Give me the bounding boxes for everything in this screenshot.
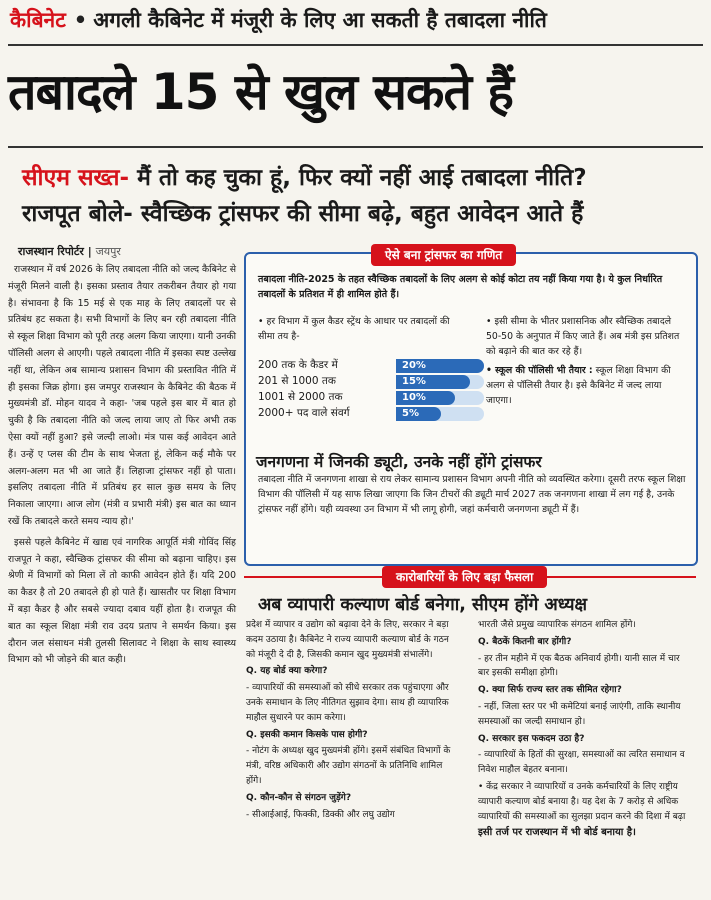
article-paragraph: इससे पहले कैबिनेट में खाद्य एवं नागरिक आपूर्ति मंत्री गोविंद सिंह राजपूत ने कहा, स्वैच्छिक ट्रांसफर की सीमा को बढ़ाना चाहिए। इस श्रेणी में विभागों को मिला लें तो काफी आवेदन होते हैं। यदि 200 का कैडर है तो 20 तबादले ही हो पाते हैं। खासतौर पर शिक्षा विभाग में बड़ा कैडर है और सबसे ज्यादा दबाव यहीं होता है। राजपूत की बात का स्कूल शिक्षा मंत्री राव उदय प्रताप ने समर्थन किया। इस दौरान जल संसाधन मंत्री तुलसी सिलावट ने शिक्षा के साथ स्वास्थ्य विभाग को भी जोड़ने की बात कही। <box>8 536 236 666</box>
limit-row-label: 201 से 1000 तक <box>258 375 336 387</box>
census-heading: जनगणना में जिनकी ड्यूटी, उनके नहीं होंगे ट्रांसफर <box>256 453 542 471</box>
vyapari-question: Q. कौन-कौन से संगठन जुड़ेंगे? <box>246 792 352 803</box>
kicker <box>10 6 547 34</box>
school-policy-title: • स्कूल की पॉलिसी भी तैयार : <box>486 365 593 376</box>
byline-city: जयपुर <box>95 245 121 258</box>
vyapari-paragraph: • केंद्र सरकार ने व्यापारियों व उनके कर्मचारियों के लिए राष्ट्रीय व्यापारी कल्याण बोर्ड बनाया है। यह देश के 7 करोड़ से अधिक व्यापारियों की समस्याओं का सुलझा प्रदान करने की दिशा में बढ़ा <box>478 781 686 822</box>
vyapari-question: Q. बैठकें कितनी बार होंगी? <box>478 636 572 647</box>
byline-name: राजस्थान रिपोर्टर | <box>18 245 92 258</box>
vyapari-question: Q. क्या सिर्फ राज्य स्तर तक सीमित रहेगा? <box>478 685 622 696</box>
limit-row-bar: 10% <box>396 391 455 405</box>
headline: तबादले 15 से खुल सकते हैं <box>8 63 513 121</box>
limit-row-label: 2000+ पद वाले संवर्ग <box>258 407 350 419</box>
transfer-limit-point: • हर विभाग में कुल कैडर स्ट्रेंथ के आधार पर तबादलों की सीमा तय है- <box>258 316 450 342</box>
school-policy-text: स्कूल शिक्षा विभाग की अलग से पॉलिसी तैयार है। इसे कैबिनेट में जल्द लाया जाएगा। <box>486 365 671 406</box>
kicker-category: कैबिनेट <box>10 8 66 32</box>
limit-row-bar: 15% <box>396 375 470 389</box>
vyapari-closing-line: इसी तर्ज पर राजस्थान में भी बोर्ड बनाया है। <box>478 827 636 839</box>
kicker-text: अगली कैबिनेट में मंजूरी के लिए आ सकती है तबादला नीति <box>93 8 547 32</box>
vyapari-answer: - नोटंग के अध्यक्ष खुद मुख्यमंत्री होंगे। इसमें संबंधित विभागों के मंत्री, वरिष्ठ अधिकारी और उद्योग संगठनों के प्रतिनिधि शामिल होंगे। <box>246 746 451 786</box>
vyapari-column-2 <box>478 618 692 843</box>
limit-row-label: 1001 से 2000 तक <box>258 391 343 403</box>
main-article-column <box>8 262 236 673</box>
top-rule <box>8 44 703 46</box>
limit-row-label: 200 तक के कैडर में <box>258 359 338 371</box>
transfer-math-right <box>486 314 686 408</box>
vyapari-answer: - नहीं, जिला स्तर पर भी कमेटियां बनाई जाएंगी, ताकि स्थानीय समस्याओं का जल्दी समाधान हो। <box>478 701 681 727</box>
kicker-bullet: • <box>73 8 88 32</box>
article-paragraph: राजस्थान में वर्ष 2026 के लिए तबादला नीति को जल्द कैबिनेट से मंजूरी मिलने वाली है। इसका प्रस्ताव तैयार तकरीबन तैयार हो गया है। संभावना है कि 15 मई से एक माह के लिए तबादलों पर से प्रतिबंध हट सकता है। सभी विभागों के लिए बन रही तबादला नीति से स्कूल शिक्षा विभाग को पूरी तरह अलग किया जाएगा। यानी उनकी पॉलिसी अलग से आएगी। पहले तबादला नीति में इसका स्पष्ट उल्लेख नहीं था, लेकिन अब सामान्य प्रशासन विभाग की प्रस्तावित नीति में ही इसका जिक्र होगा। इस जमपुर राजस्थान के कैबिनेट की बैठक में मुख्यमंत्री डॉ. मोहन यादव ने कहा- 'जब पहले इस बार में बात हो चुकी है कि तबादला नीति को जल्द लाया जाए तो फिर अभी तक ऐसा क्यों नहीं हुआ? इसे जल्दी लाओ। मंत्र पास कई आवेदन आते हैं। उन्हें ए प्लस की टीम के साथ भेजता हूं, लेकिन कई मौके पर अलग-अलग मत भी आ जाते हैं। लिहाजा ट्रांसफर नहीं हो पाता। इसलिए तबादला नीति में प्रतिबंध हर साल कुछ समय के लिए निकाला जाएगा। आज लोग (मंत्री व प्रभारी मंत्री) इस बात का ध्यान रखें कि तबादले करते समय न्याय हो।' <box>8 264 236 527</box>
vyapari-question: Q. इसकी कमान किसके पास होगी? <box>246 729 368 740</box>
vyapari-question: Q. सरकार इस फकदम उठा है? <box>478 733 585 744</box>
vyapari-title: अब व्यापारी कल्याण बोर्ड बनेगा, सीएम होंगे अध्यक्ष <box>258 595 588 615</box>
vyapari-column-1 <box>246 618 460 824</box>
transfer-math-intro: तबादला नीति-2025 के तहत स्वैच्छिक तबादलों के लिए अलग से कोई कोटा तय नहीं किया गया है। ये कुल निर्धारित तबादलों के प्रतिशत में ही शामिल होते हैं। <box>258 274 663 300</box>
ratio-point: • इसी सीमा के भीतर प्रशासनिक और स्वैच्छिक तबादले 50-50 के अनुपात में किए जाते हैं। अब मंत्री इस प्रतिशत को बढ़ाने की बात कर रहे हैं। <box>486 316 680 357</box>
vyapari-answer: - हर तीन महीने में एक बैठक अनिवार्य होगी। यानी साल में चार बार इसकी समीक्षा होगी। <box>478 653 680 679</box>
vyapari-paragraph: भारती जैसे प्रमुख व्यापारिक संगठन शामिल होंगे। <box>478 620 636 630</box>
limit-row-bar: 5% <box>396 407 441 421</box>
vyapari-banner: कारोबारियों के लिए बड़ा फैसला <box>382 566 547 588</box>
subhead-1-prefix: सीएम सख्त- <box>22 165 130 191</box>
school-policy-point <box>486 363 686 408</box>
subhead-2: राजपूत बोले- स्वैच्छिक ट्रांसफर की सीमा बढ़े, बहुत आवेदन आते हैं <box>22 201 584 227</box>
vyapari-answer: - व्यापारियों की समस्याओं को सीधे सरकार तक पहुंचाएगा और उनके समाधान के लिए नीतिगत सुझाव देगा। साथ ही व्यापारिक माहौल सुधारने पर काम करेगा। <box>246 683 449 723</box>
vyapari-answer: - व्यापारियों के हितों की सुरक्षा, समस्याओं का त्वरित समाधान व निवेश माहौल बेहतर बनाना। <box>478 750 685 776</box>
subhead-1 <box>22 160 587 192</box>
byline <box>18 244 121 259</box>
census-text: तबादला नीति में जनगणना शाखा से राय लेकर सामान्य प्रशासन विभाग अपनी नीति को व्यवस्थित करेगा। दूसरी तरफ स्कूल शिक्षा विभाग की पॉलिसी में यह साफ लिखा जाएगा कि जिन टीचरों की ड्यूटी मार्च 2027 तक जनगणना शाखा में लग गई है, उनके ट्रांसफर नहीं होंगे। यही व्यवस्था उन विभाग में भी लागू होगी, जहां कर्मचारी जनगणना ड्यूटी में हैं। <box>258 474 686 515</box>
limit-row-bar: 20% <box>396 359 484 373</box>
transfer-math-box <box>244 248 698 566</box>
vyapari-paragraph: प्रदेश में व्यापार व उद्योग को बढ़ावा देने के लिए, सरकार ने बड़ा कदम उठाया है। कैबिनेट ने राज्य व्यापारी कल्याण बोर्ड के गठन को मंजूरी दे दी है, जिसकी कमान खुद मुख्यमंत्री संभालेंगे। <box>246 620 449 660</box>
vyapari-question: Q. यह बोर्ड क्या करेगा? <box>246 666 328 677</box>
subhead-1-text: मैं तो कह चुका हूं, फिर क्यों नहीं आई तबादला नीति? <box>137 165 587 191</box>
headline-rule <box>8 146 703 148</box>
transfer-math-banner: ऐसे बना ट्रांसफर का गणित <box>371 244 516 266</box>
vyapari-answer: - सीआईआई, फिक्की, डिक्की और लघु उद्योग <box>246 809 395 820</box>
